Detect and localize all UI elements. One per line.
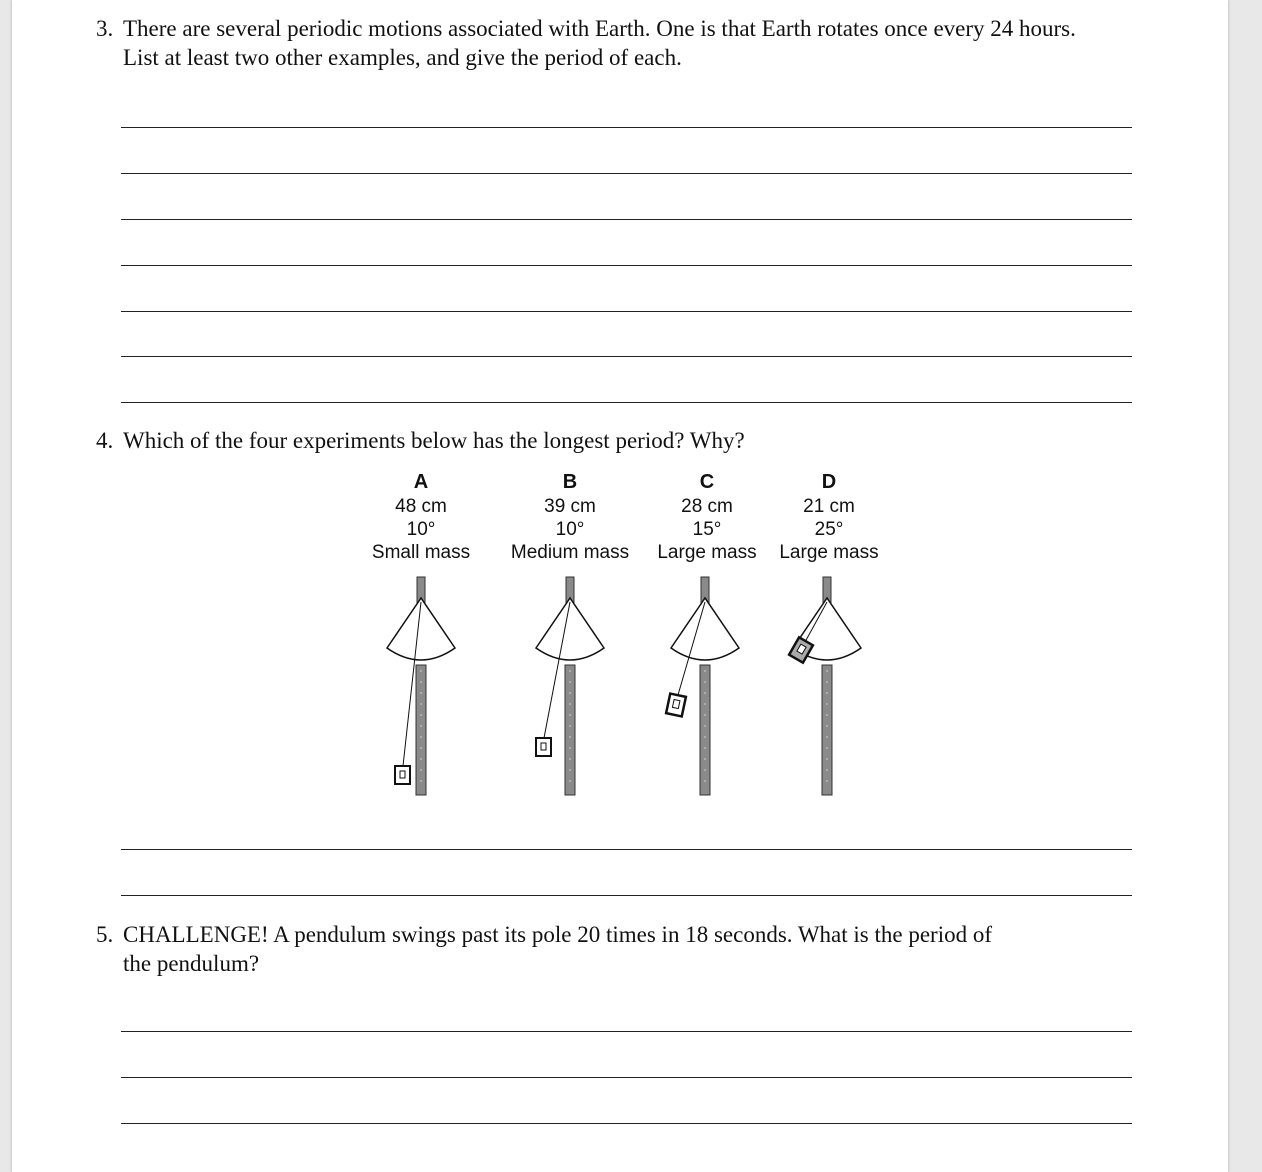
pole: [700, 665, 710, 795]
pendulum-mass: [395, 766, 410, 784]
answer-line[interactable]: [121, 311, 1132, 312]
answer-line[interactable]: [121, 265, 1132, 266]
experiment-b-angle: 10°: [555, 519, 585, 540]
answer-line[interactable]: [121, 1031, 1132, 1032]
protractor-icon: [671, 598, 739, 660]
experiment-b: [511, 471, 629, 795]
pendulum-mass: [536, 738, 551, 756]
question-5-number: 5.: [96, 922, 114, 947]
worksheet-page: [12, 0, 1228, 1172]
question-4-line-1: Which of the four experiments below has the longest period? Why?: [123, 428, 745, 453]
pole: [565, 665, 575, 795]
answer-line[interactable]: [121, 219, 1132, 220]
answer-line[interactable]: [121, 1123, 1132, 1124]
question-4-number: 4.: [96, 428, 114, 453]
protractor-icon: [536, 598, 604, 660]
question-3-number: 3.: [96, 16, 114, 41]
answer-line[interactable]: [121, 1077, 1132, 1078]
experiment-d-length: 21 cm: [803, 496, 855, 517]
pole: [822, 665, 832, 795]
question-3-line-2: List at least two other examples, and give the period of each.: [123, 45, 682, 70]
experiment-d-label: D: [821, 471, 837, 493]
experiment-b-mass: Medium mass: [510, 542, 630, 563]
experiment-b-length: 39 cm: [544, 496, 596, 517]
experiment-a-length: 48 cm: [395, 496, 447, 517]
pole: [416, 665, 426, 795]
question-5-line-2: the pendulum?: [123, 951, 260, 976]
experiment-a-angle: 10°: [406, 519, 436, 540]
experiment-d-mass: Large mass: [779, 542, 879, 563]
experiment-b-label: B: [562, 471, 578, 493]
answer-line[interactable]: [121, 402, 1132, 403]
pendulum-mass: [666, 694, 686, 717]
question-3-line-1: There are several periodic motions associated with Earth. One is that Earth rotates once every 24 hours.: [123, 16, 1076, 41]
answer-line[interactable]: [121, 173, 1132, 174]
experiment-c-angle: 15°: [692, 519, 722, 540]
experiment-a: [372, 471, 470, 795]
answer-line[interactable]: [121, 356, 1132, 357]
answer-line[interactable]: [121, 849, 1132, 850]
protractor-icon: [387, 598, 455, 660]
experiment-c-label: C: [699, 471, 715, 493]
pendulum-experiments-figure: [365, 460, 885, 805]
experiment-a-mass: Small mass: [371, 542, 471, 563]
experiment-c-length: 28 cm: [681, 496, 733, 517]
experiment-c-mass: Large mass: [657, 542, 757, 563]
question-5-line-1: CHALLENGE! A pendulum swings past its pole 20 times in 18 seconds. What is the period of: [123, 922, 993, 947]
experiment-d-angle: 25°: [814, 519, 844, 540]
experiment-d: [779, 471, 878, 795]
answer-line[interactable]: [121, 127, 1132, 128]
experiment-c: [657, 471, 756, 795]
experiment-a-label: A: [413, 471, 429, 493]
answer-line[interactable]: [121, 895, 1132, 896]
